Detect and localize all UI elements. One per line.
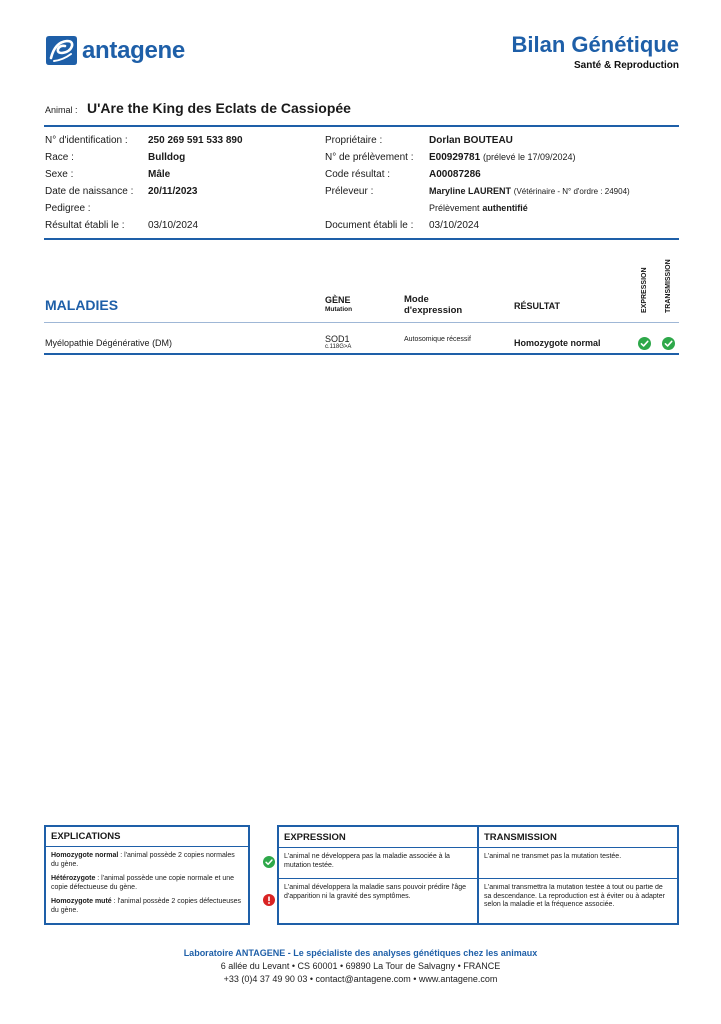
- gene-cell: [325, 334, 351, 351]
- antagene-logo-icon: [45, 34, 78, 67]
- animal-info-right: [325, 132, 630, 234]
- info-label: Pedigree :: [45, 203, 91, 214]
- explication-term: Homozygote muté: [51, 898, 112, 905]
- mode-header-line1: Mode: [404, 294, 429, 305]
- expression-ok-text: L'animal ne développera pas la maladie associée à la mutation testée.: [284, 853, 450, 869]
- footer-lab-line: Laboratoire ANTAGENE - Le spécialiste des analyses génétiques chez les animaux: [183, 948, 538, 958]
- explication-text: : l'animal possède une copie normale et une copie défectueuse du gène.: [51, 875, 235, 891]
- mutation-header-label: Mutation: [325, 306, 353, 313]
- explications-box: [44, 825, 250, 925]
- auth-bold: authentifié: [482, 203, 528, 213]
- owner-label: Propriétaire :: [325, 135, 383, 146]
- column-header-expression: EXPRESSION: [641, 267, 648, 313]
- info-value: 03/10/2024: [148, 220, 199, 231]
- doc-date-row: [325, 217, 630, 234]
- auth-text: Prélèvement: [429, 203, 480, 213]
- owner-value: Dorlan BOUTEAU: [429, 135, 513, 146]
- sampler-row: [325, 183, 630, 200]
- table-header-divider: [44, 322, 679, 323]
- code-label: Code résultat :: [325, 169, 391, 180]
- info-row: [45, 183, 243, 200]
- sample-note: (prélevé le 17/09/2024): [482, 152, 576, 162]
- column-header-gene: [325, 295, 352, 313]
- sample-row: [325, 149, 630, 166]
- transmission-ok-text: L'animal ne transmet pas la mutation testée.: [484, 853, 622, 860]
- mutation-name: c.118G>A: [325, 344, 352, 350]
- explication-term: Homozygote normal: [51, 852, 119, 859]
- expression-check-icon: [638, 337, 651, 350]
- code-row: [325, 166, 630, 183]
- gene-name: SOD1: [325, 334, 350, 344]
- document-title-block: [512, 32, 679, 71]
- info-label: Race :: [45, 152, 74, 163]
- footer-address-line: 6 allée du Levant • CS 60001 • 69890 La Tour de Salvagny • FRANCE: [220, 961, 501, 971]
- info-row: [45, 200, 243, 217]
- footer-contact-line: +33 (0)4 37 49 90 03 • contact@antagene.com • www.antagene.com: [223, 974, 498, 984]
- sampler-value: Maryline LAURENT: [429, 186, 512, 196]
- sample-label: N° de prélèvement :: [325, 152, 414, 163]
- expression-ko-text: L'animal développera la maladie sans pouvoir prédire l'âge d'apparition ni la gravité des symptômes.: [284, 884, 467, 900]
- document-subtitle: Santé & Reproduction: [573, 60, 679, 71]
- info-label: N° d'identification :: [45, 135, 128, 146]
- sample-value: E00929781: [429, 152, 481, 163]
- info-row: [45, 132, 243, 149]
- divider-info: [44, 238, 679, 240]
- divider-top: [44, 125, 679, 127]
- footer: [0, 948, 721, 984]
- explications-list: [46, 847, 248, 915]
- warning-icon: [263, 894, 275, 906]
- info-label: Date de naissance :: [45, 186, 134, 197]
- transmission-ko-text: L'animal transmettra la mutation testée à tout ou partie de sa descendance. La reproduction est à éviter ou à adapter selon la maladie et la fréquence associée.: [484, 884, 665, 908]
- code-value: A00087286: [429, 169, 481, 180]
- explication-item: [51, 852, 243, 869]
- divider-table-bottom: [44, 353, 679, 355]
- antagene-logo: [45, 34, 185, 67]
- explication-term: Hétérozygote: [51, 875, 96, 882]
- disease-name: Myélopathie Dégénérative (DM): [45, 338, 173, 348]
- info-label: Sexe :: [45, 169, 74, 180]
- mode-header-line2: d'expression: [404, 305, 463, 316]
- info-value: 20/11/2023: [148, 186, 198, 197]
- sampler-label: Préleveur :: [325, 186, 374, 197]
- info-row: [45, 217, 243, 234]
- explication-item: [51, 875, 243, 892]
- doc-date-value: 03/10/2024: [429, 220, 480, 231]
- document-title: Bilan Génétique: [511, 32, 679, 57]
- animal-label: Animal :: [45, 105, 78, 115]
- info-value: Mâle: [148, 169, 171, 180]
- auth-row: [325, 200, 630, 217]
- expression-title: EXPRESSION: [284, 832, 346, 843]
- expression-transmission-box: [277, 825, 679, 925]
- explications-title: EXPLICATIONS: [46, 827, 248, 847]
- info-value: 250 269 591 533 890: [148, 135, 243, 146]
- info-row: [45, 166, 243, 183]
- info-row: [45, 149, 243, 166]
- column-header-result: RÉSULTAT: [514, 301, 560, 311]
- transmission-check-icon: [662, 337, 675, 350]
- owner-row: [325, 132, 630, 149]
- ok-check-icon: [263, 856, 275, 868]
- section-title-maladies: MALADIES: [45, 297, 119, 313]
- animal-name: U'Are the King des Eclats de Cassiopée: [86, 100, 351, 116]
- info-label: Résultat établi le :: [45, 220, 125, 231]
- logo-text: antagene: [82, 36, 185, 64]
- column-header-mode: [404, 294, 462, 316]
- sampler-note: (Vétérinaire - N° d'ordre : 24904): [513, 187, 630, 196]
- explication-item: [51, 898, 243, 915]
- animal-info-left: [45, 132, 243, 234]
- gene-header-label: GÈNE: [325, 295, 351, 305]
- column-header-transmission: TRANSMISSION: [665, 259, 672, 313]
- explication-text: : l'animal possède 2 copies normales du gène.: [51, 852, 235, 868]
- animal-line: [45, 100, 351, 118]
- doc-date-label: Document établi le :: [325, 220, 414, 231]
- transmission-title: TRANSMISSION: [484, 832, 557, 843]
- result-cell: Homozygote normal: [514, 338, 601, 348]
- explication-text: : l'animal possède 2 copies défectueuses du gène.: [51, 898, 242, 914]
- mode-cell: Autosomique récessif: [404, 336, 471, 343]
- info-value: Bulldog: [148, 152, 186, 163]
